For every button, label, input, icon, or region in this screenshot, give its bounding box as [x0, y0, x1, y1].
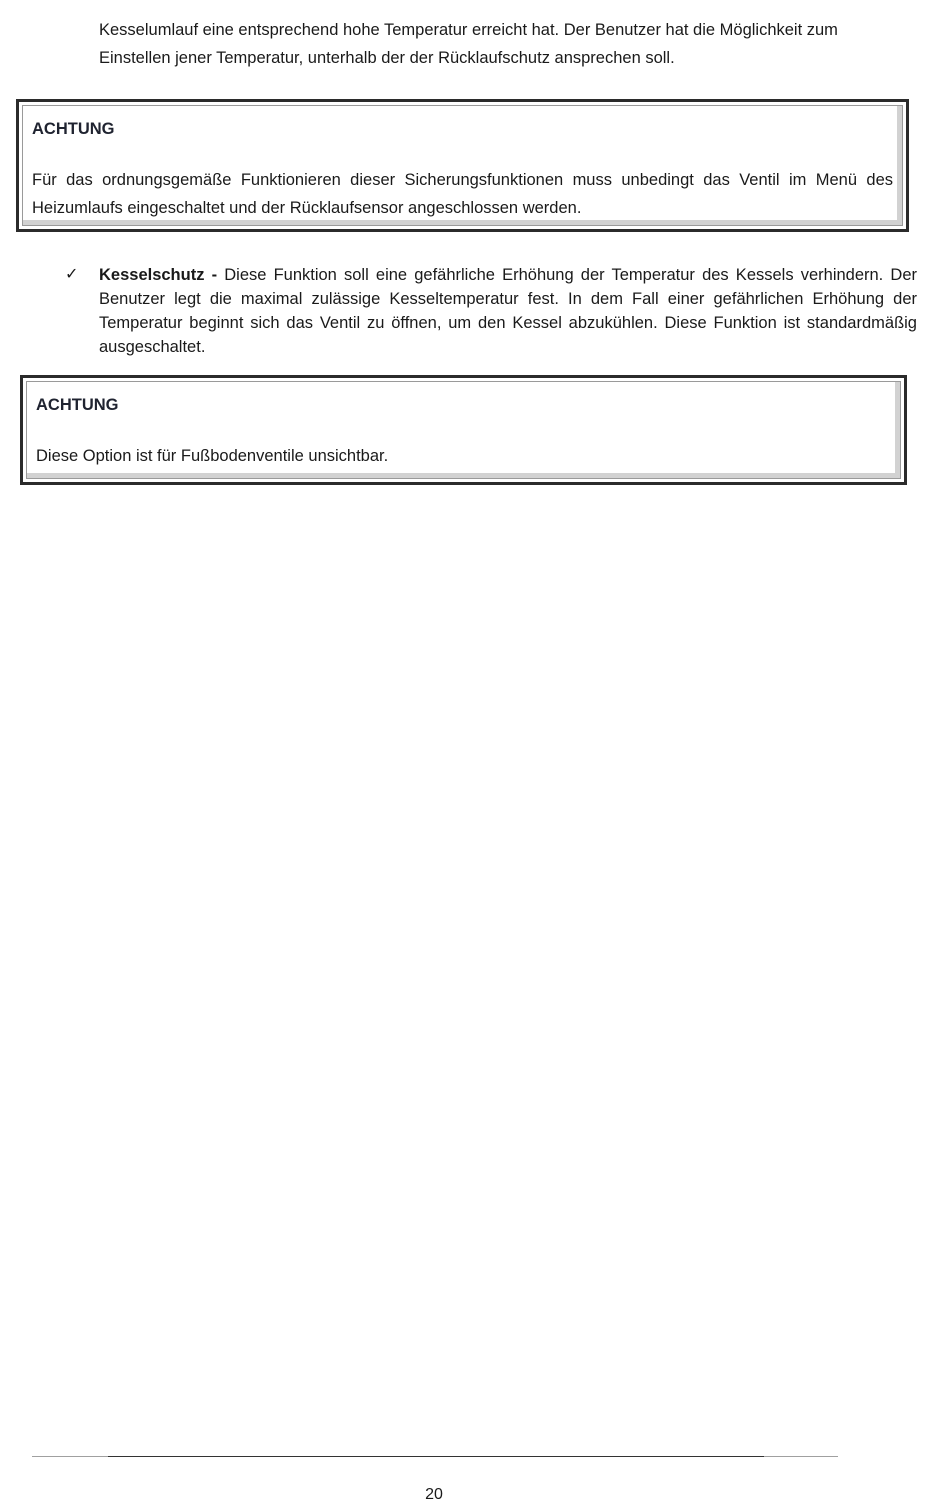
- notice-body: Diese Option ist für Fußbodenventile unsichtbar.: [36, 447, 389, 465]
- intro-line-1: Kesselumlauf eine entsprechend hohe Temperatur erreicht hat. Der Benutzer hat die Möglichkeit zum: [99, 21, 838, 39]
- bullet-text: [99, 263, 917, 359]
- page-number: 20: [425, 1486, 443, 1503]
- notice-box-achtung-1: [16, 99, 909, 232]
- intro-line-2: Einstellen jener Temperatur, unterhalb der der Rücklaufschutz ansprechen soll.: [99, 49, 675, 67]
- notice-title: ACHTUNG: [36, 396, 119, 414]
- checkmark-icon: ✓: [65, 266, 79, 283]
- intro-paragraph: [99, 16, 917, 72]
- footer-divider-dark: [108, 1456, 764, 1457]
- notice-body: Für das ordnungsgemäße Funktionieren dieser Sicherungsfunktionen muss unbedingt das Ventil im Menü des Heizumlaufs eingeschaltet und der Rücklaufsensor angeschlossen werden.: [32, 171, 893, 217]
- notice-title: ACHTUNG: [32, 120, 115, 138]
- bullet-description: Diese Funktion soll eine gefährliche Erhöhung der Temperatur des Kessels verhindern. Der Benutzer legt die maximal zulässige Kesseltemperatur fest. In dem Fall einer gefährlichen Erhöhung der Temperatur beginnt sich das Ventil zu öffnen, um den Kessel abzukühlen. Diese Funktion ist standardmäßig ausgeschaltet.: [99, 266, 917, 356]
- bullet-term: Kesselschutz -: [99, 266, 218, 284]
- notice-box-achtung-2: [20, 375, 907, 485]
